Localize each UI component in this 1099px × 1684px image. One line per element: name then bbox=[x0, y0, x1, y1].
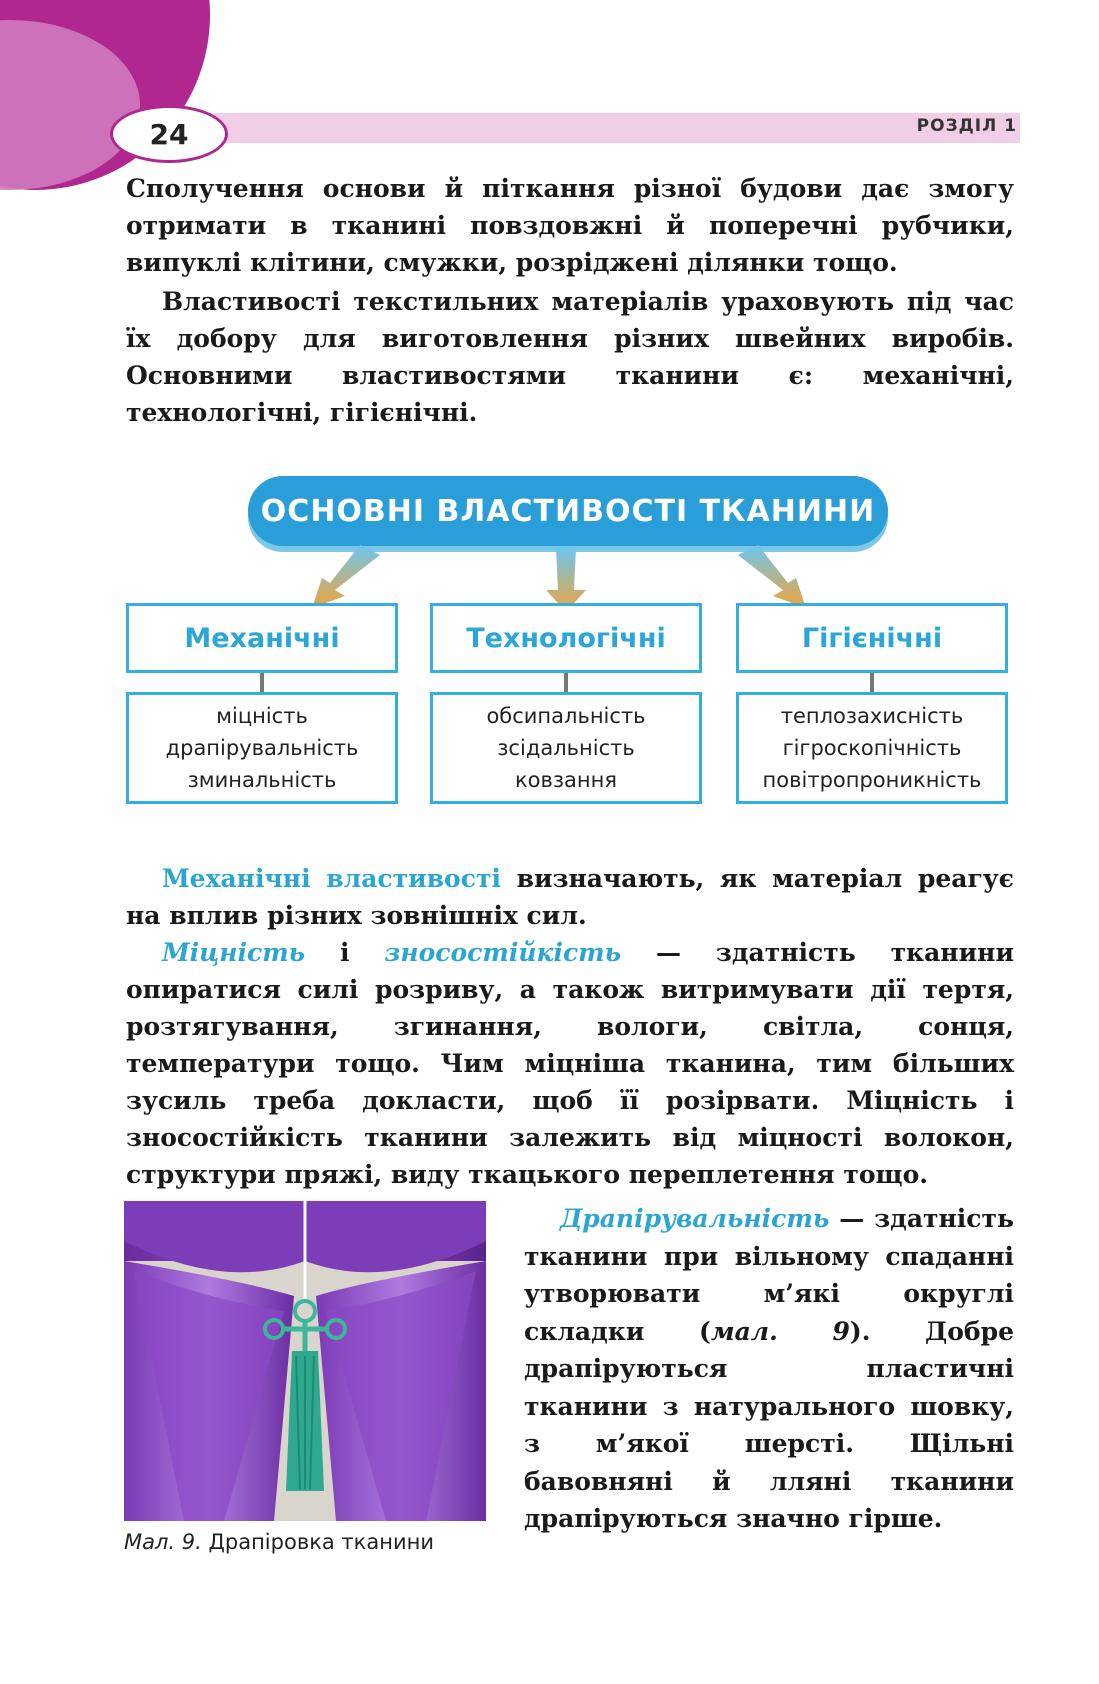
property-item: зсідальність bbox=[497, 736, 635, 760]
paragraph-text: — здатність тканини при вільному спаданні утворювати м’які округлі складки ( bbox=[524, 1204, 1014, 1346]
connector bbox=[564, 673, 568, 692]
caption-text: Драпіровка тканини bbox=[201, 1530, 434, 1554]
paragraph-mechanical bbox=[126, 860, 1014, 934]
drape-text bbox=[524, 1200, 1014, 1538]
drapery-image bbox=[124, 1201, 486, 1521]
paragraph-1: Сполучення основи й піткання різної будови дає змогу отримати в тканині повздовжні й поперечні рубчики, випуклі клітини, смужки, розріджені ділянки тощо. bbox=[126, 174, 1014, 277]
paragraph-strength bbox=[126, 934, 1014, 1193]
diagram-title: ОСНОВНІ ВЛАСТИВОСТІ ТКАНИНИ bbox=[248, 476, 888, 546]
properties-hygienic bbox=[736, 692, 1008, 804]
property-item: гігроскопічність bbox=[782, 736, 962, 760]
paragraph-2: Властивості текстильних матеріалів ураховують під час їх добору для виготовлення різних швейних виробів. Основними властивостями тканини є: механічні, технологічні, гігієнічні. bbox=[126, 287, 1014, 427]
term-mechanical-properties: Механічні властивості bbox=[162, 864, 501, 893]
drapery-photo bbox=[124, 1201, 486, 1521]
caption-label: Мал. 9. bbox=[124, 1530, 202, 1554]
property-item: обсипальність bbox=[486, 704, 646, 728]
category-hygienic: Гігієнічні bbox=[736, 603, 1008, 673]
paragraph-text: — здатність тканини опиратися силі розриву, а також витримувати дії тертя, розтягування, згинання, вологи, світла, сонця, температури тощо. Чим міцніша тканина, тим більших зусиль треба докласти, щоб її розірвати. Міцність і зносостійкість тканини залежить від міцності волокон, структури пряжі, виду ткацького переплетення тощо. bbox=[126, 938, 1014, 1189]
arrow-left bbox=[312, 545, 380, 608]
term-drapability: Драпірувальність bbox=[560, 1204, 830, 1233]
paragraph-text: і bbox=[305, 938, 385, 967]
figure-caption bbox=[124, 1530, 434, 1554]
paragraph-text: визначають, як матеріал реагує на вплив різних зовнішніх сил. bbox=[126, 864, 1014, 930]
category-mechanical: Механічні bbox=[126, 603, 398, 673]
paragraph-drape bbox=[524, 1200, 1014, 1538]
property-item: міцність bbox=[216, 704, 308, 728]
arrow-right bbox=[738, 545, 806, 608]
connector bbox=[260, 673, 264, 692]
property-item: драпірувальність bbox=[165, 736, 359, 760]
term-strength: Міцність bbox=[162, 938, 306, 967]
property-item: повітропроникність bbox=[762, 768, 982, 792]
body-text bbox=[126, 860, 1014, 1193]
connector bbox=[870, 673, 874, 692]
page-number: 24 bbox=[110, 105, 228, 163]
properties-mechanical bbox=[126, 692, 398, 804]
property-item: теплозахисність bbox=[780, 704, 964, 728]
term-wear-resistance: зносостійкість bbox=[384, 938, 622, 967]
property-item: зминальність bbox=[187, 768, 337, 792]
section-label: РОЗДІЛ 1 bbox=[916, 116, 1017, 136]
properties-technological bbox=[430, 692, 702, 804]
figure-reference: мал. 9 bbox=[710, 1316, 850, 1346]
property-item: ковзання bbox=[514, 768, 618, 792]
category-technological: Технологічні bbox=[430, 603, 702, 673]
paragraph-text: ). Добре драпіруються пластичні тканини з натурального шовку, з м’якої шерсті. Щільні бавовняні й лляні тканини драпіруються значно гірше. bbox=[524, 1316, 1014, 1533]
